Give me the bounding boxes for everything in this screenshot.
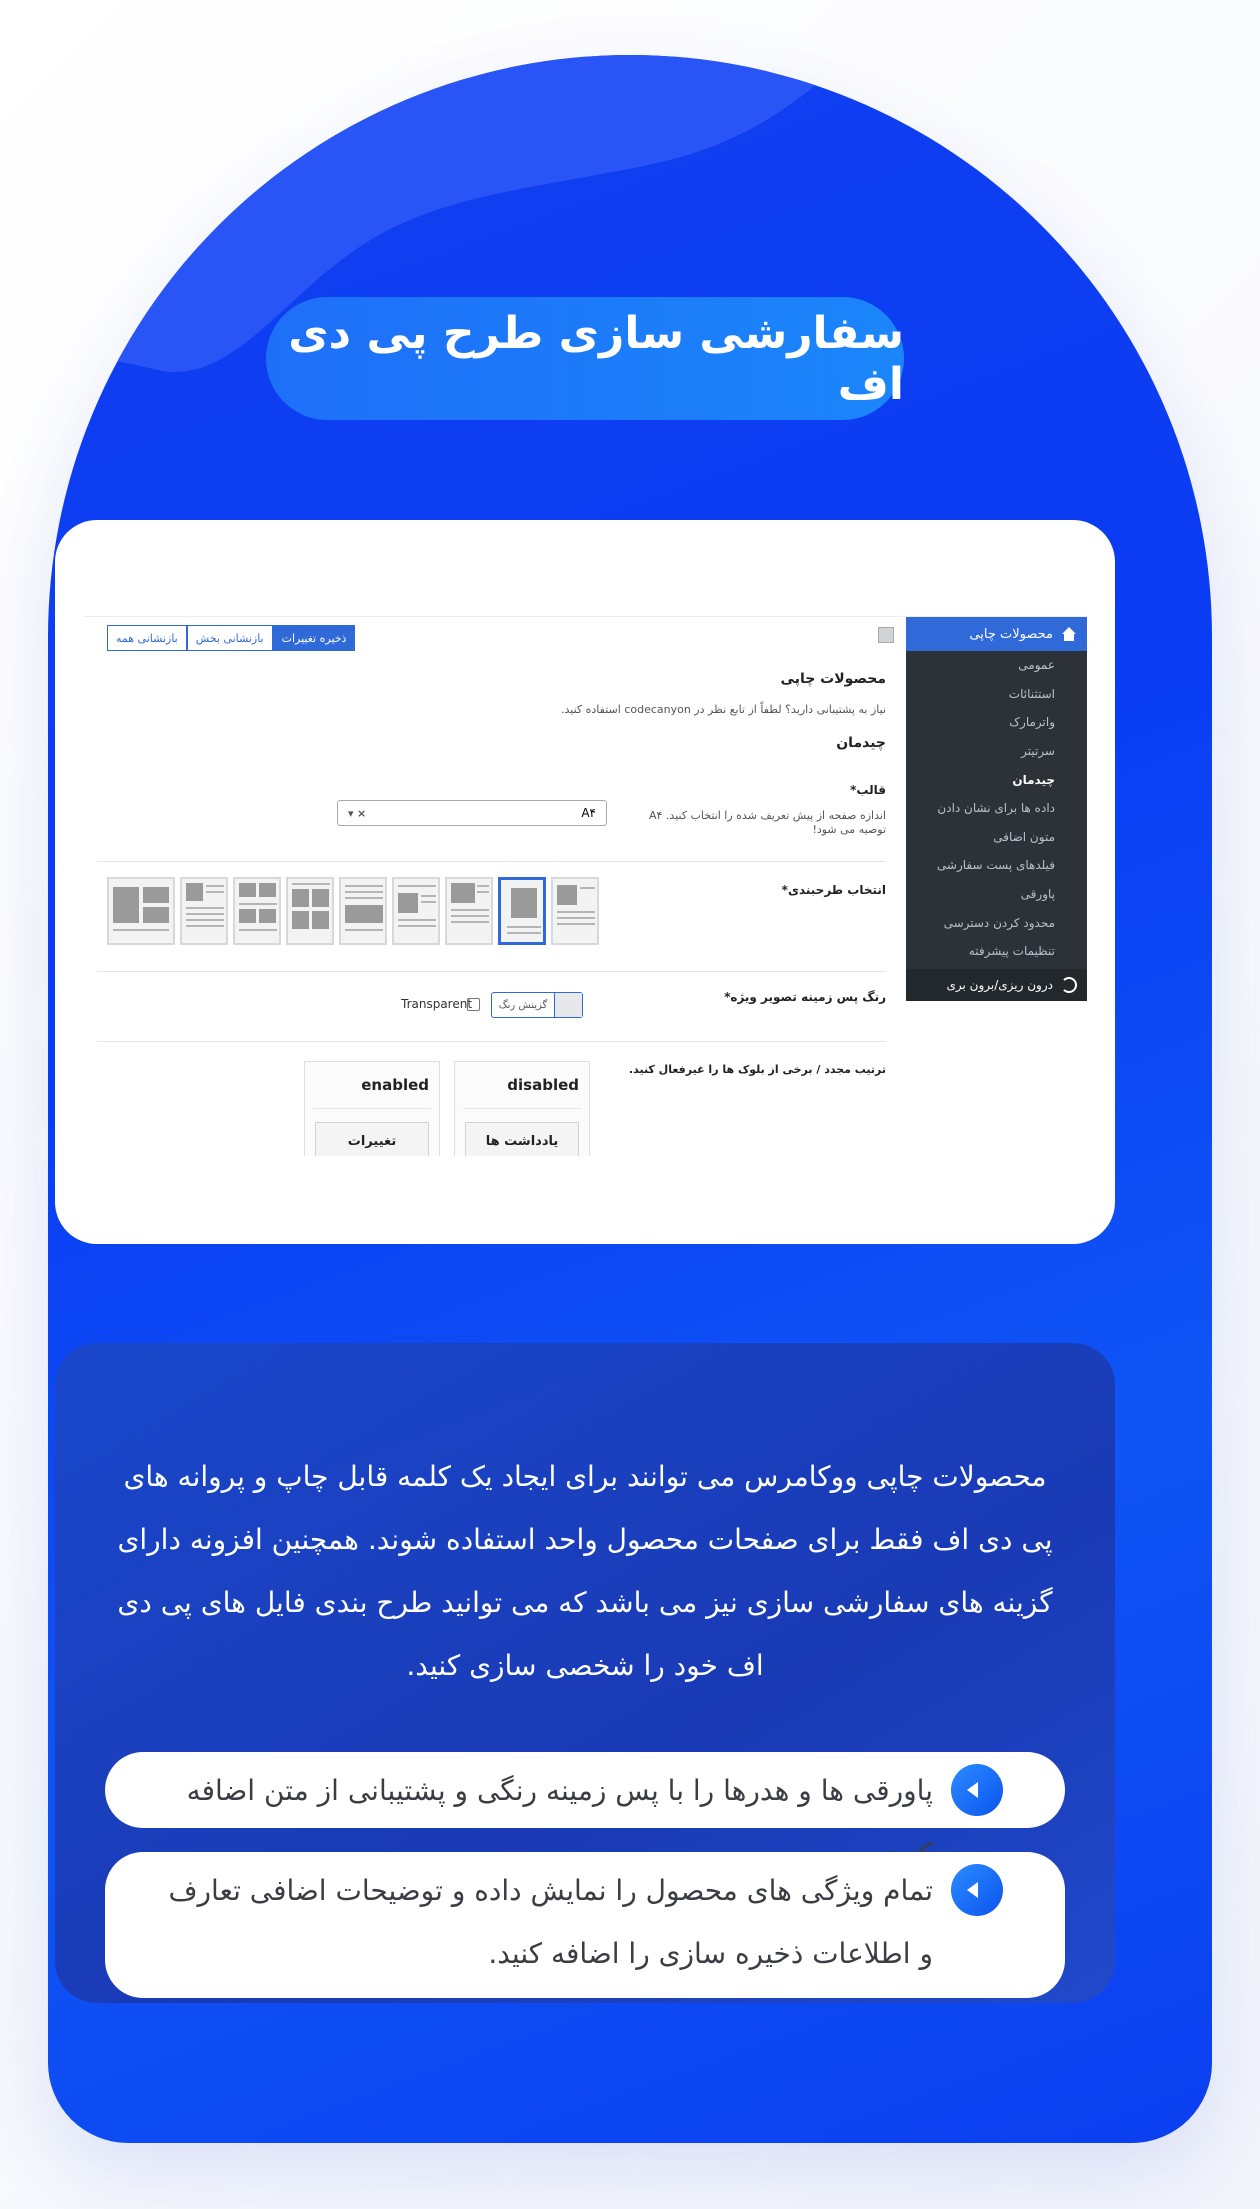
divider [97, 971, 886, 972]
sidebar-header-label: محصولات چاپی [969, 626, 1053, 642]
color-swatch [554, 993, 582, 1017]
settings-heading: محصولات چاپی [780, 671, 886, 687]
layout-option[interactable] [445, 877, 493, 945]
description-paragraph: محصولات چاپی ووکامرس می توانند برای ایجاد یک کلمه قابل چاپ و پروانه های پی دی اف فقط برای صفحات محصول واحد استفاده شوند. همچنین افزونه دارای گزینه های سفارشی سازی نیز می باشد که می توانید طرح بندی فایل های پی دی اف خود را شخصی سازی کنید. [117, 1460, 1053, 1682]
support-help-text: نیاز به پشتیبانی دارید؟ لطفاً از تابع نظر در codecanyon استفاده کنید. [561, 703, 886, 716]
screenshot-card [55, 520, 1115, 1244]
layout-option[interactable] [180, 877, 228, 945]
layout-label: انتخاب طرحبندی* [781, 883, 886, 897]
blocks-label: ترتیب مجدد / برخی از بلوک ها را غیرفعال کنید. [628, 1063, 886, 1076]
color-picker[interactable] [491, 992, 583, 1018]
arrow-left-icon [951, 1864, 1003, 1916]
layout-option[interactable] [286, 877, 334, 945]
save-changes-button[interactable]: ذخیره تغییرات [273, 625, 356, 651]
sidebar-item-data-to-show[interactable]: داده ها برای نشان دادن [937, 801, 1055, 816]
transparent-label: Transparent [401, 997, 473, 1011]
admin-screenshot [83, 616, 1087, 1156]
sidebar-item-exceptions[interactable]: استثنائات [1008, 686, 1055, 701]
sidebar-item-general[interactable]: عمومی [1018, 658, 1055, 673]
layout-option[interactable] [233, 877, 281, 945]
clear-icon[interactable]: × [357, 806, 367, 820]
action-buttons [107, 625, 355, 651]
template-description: اندازه صفحه از پیش تعریف شده را انتخاب کنید. A۴ توصیه می شود! [648, 809, 886, 836]
sidebar-item-watermark[interactable]: واترمارک [1009, 715, 1055, 730]
sidebar-item-custom-fields[interactable]: فیلدهای پست سفارشی [936, 858, 1055, 873]
divider [313, 1108, 431, 1109]
disabled-title: disabled [507, 1076, 579, 1094]
section-heading: چیدمان [836, 735, 886, 751]
enabled-title: enabled [361, 1076, 429, 1094]
divider [97, 1041, 886, 1042]
divider [463, 1108, 581, 1109]
feature-text: پاورقی ها و هدرها را با پس زمینه رنگی و پشتیبانی از متن اضافه [186, 1774, 933, 1807]
sidebar-item-extra-texts[interactable]: متون اضافی [993, 829, 1055, 844]
panel-icon [878, 627, 894, 643]
chevron-down-icon: ▾ [348, 806, 354, 820]
reset-section-button[interactable]: بازنشانی بخش [187, 625, 273, 651]
refresh-icon [1061, 977, 1077, 993]
page-title: سفارشی سازی طرح پی دی اف [266, 297, 904, 420]
sidebar-header[interactable] [906, 617, 1087, 651]
arrow-left-icon [951, 1764, 1003, 1816]
reset-all-button[interactable]: بازنشانی همه [107, 625, 187, 651]
feature-item [105, 1752, 1065, 1828]
notes-block[interactable]: یادداشت ها [465, 1122, 579, 1156]
admin-sidebar [906, 617, 1087, 1001]
layout-option[interactable] [551, 877, 599, 945]
layout-options [107, 877, 599, 945]
layout-option[interactable] [339, 877, 387, 945]
template-value: A۴ [581, 806, 596, 820]
changes-block[interactable]: تغییرات [315, 1122, 429, 1156]
sidebar-footer-label: درون ریزی/برون بری [946, 978, 1053, 992]
sidebar-item-limit-access[interactable]: محدود کردن دسترسی [943, 915, 1055, 930]
admin-main [83, 617, 906, 1156]
bg-color-label: رنگ پس زمینه تصویر ویژه* [724, 990, 886, 1004]
sidebar-item-advanced[interactable]: تنظیمات پیشرفته [968, 944, 1055, 959]
template-label: قالب* [850, 783, 886, 797]
disabled-blocks [454, 1061, 590, 1156]
layout-option-selected[interactable] [498, 877, 546, 945]
home-icon [1061, 626, 1077, 642]
enabled-blocks [304, 1061, 440, 1156]
feature-item [105, 1852, 1065, 1998]
divider [97, 861, 886, 862]
feature-text: تمام ویژگی های محصول را نمایش داده و توضیحات اضافی تعارف و اطلاعات ذخیره سازی را اضافه کنید. [168, 1874, 933, 1970]
sidebar-item-header[interactable]: سرتیتر [1021, 744, 1055, 759]
template-select[interactable] [337, 800, 607, 826]
sidebar-item-layout[interactable]: چیدمان [906, 765, 1087, 794]
color-picker-label: گزینش رنگ [498, 999, 548, 1011]
sidebar-item-footer[interactable]: پاورقی [1020, 887, 1055, 902]
layout-option[interactable] [392, 877, 440, 945]
sidebar-import-export[interactable] [906, 969, 1087, 1001]
layout-option[interactable] [107, 877, 175, 945]
